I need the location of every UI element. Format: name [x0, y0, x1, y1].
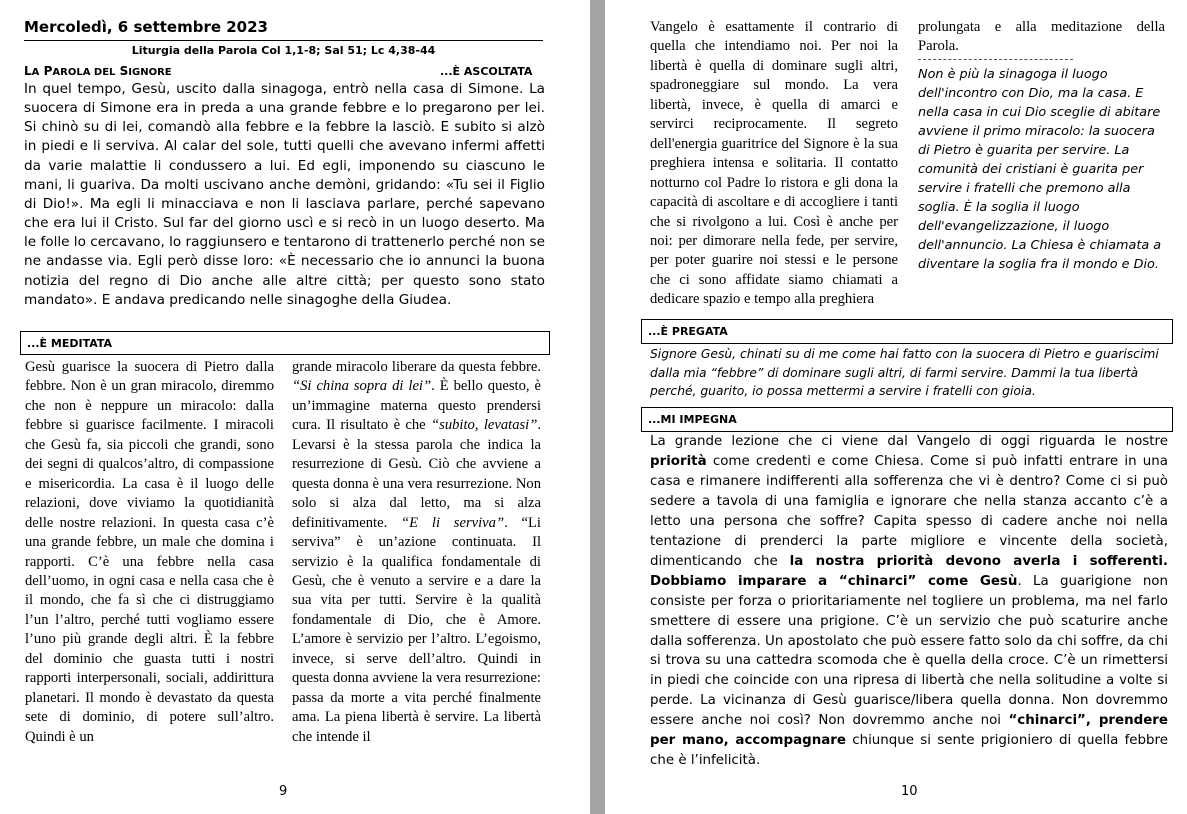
gospel-text: In quel tempo, Gesù, uscito dalla sinagoga, entrò nella casa di Simone. La suocera di Simone era in preda a una grande febbre e lo pregarono per lei. Si chinò su di lei, comandò alla febbre e la febbre la lasciò. E subito si alzò in piedi e li serviva. Al calar del sole, tutti quelli che avevano infermi affetti da varie malattie li condussero a lui. Ed egli, imponendo su ciascuno le mani, li guariva. Da molti uscivano anche demòni, gridando: «Tu sei il Figlio di Dio!». Ma egli li minacciava e non li lasciava parlare, perché sapevano che era lui il Cristo. Sul far del giorno uscì e si recò in un luogo deserto. Ma le folle lo cercavano, lo raggiunsero e tentarono di trattenerlo perché non se ne andasse via. Egli però disse loro: «È necessario che io annunci la buona notizia del regno di Dio anche alle altre città; per questo sono stato mandato». E andava predicando nelle sinagoghe della Giudea. — [24, 81, 545, 308]
reflection-note: Non è più la sinagoga il luogo dell'incontro con Dio, ma la casa. E nella casa in cui Dio sceglie di abitare avviene il primo miracolo: la suocera di Pietro è guarita per servire. La comunità dei cristiani è guarita per servire i fratelli che premono alla soglia. È la soglia il luogo dell'evangelizzazione, il luogo dell'annuncio. La Chiesa è chiamata a diventare la soglia fra il mondo e Dio. — [918, 67, 1162, 272]
quote: “subito, levatasi” — [431, 417, 538, 434]
commitment-text — [650, 432, 1168, 771]
meditation-column-2 — [292, 358, 541, 747]
emphasis: priorità — [650, 453, 707, 469]
meditation-column-1: Gesù guarisce la suocera di Pietro dalla febbre. Non è un gran miracolo, diremmo che non è neppure un miracolo: dalla febbre si guarisce facilmente. I miracoli che Gesù fa, sia piccoli che grandi, sono dei segni di qualcos’altro, di compassione e misericordia. La casa è il luogo delle relazioni, dove viviamo la quotidianità delle nostre relazioni. In questa casa c’è una grande febbre, un male che domina i rapporti. C’è una febbre nella casa dell’uomo, in ogni casa e nella casa che è il mondo, che fa sì che ci distruggiamo l’un l’altro, perché tutti vogliamo essere l’uno più grande degli altri. È la febbre del dominio che guasta tutti i nostri rapporti interpersonali, sociali, addirittura planetari. Il mondo è devastato da questa sete di dominio, di potere sull’altro. Quindi è un — [25, 359, 274, 745]
section-meditata-heading: ...È MEDITATA — [20, 331, 550, 355]
section-impegna-heading: ...MI IMPEGNA — [641, 407, 1173, 432]
section-parola-heading: LA PAROLA DEL SIGNORE — [24, 64, 172, 78]
page-left — [0, 0, 590, 814]
meditation-continued-column-2: prolungata e alla meditazione della Parola. — [918, 19, 1165, 55]
meditation-continued-column-1: Vangelo è esattamente il contrario di quella che intendiamo noi. Per noi la libertà è quella di dominare sugli altri, spadroneggiare sul mondo. La vera libertà, invece, è quella di amarci e servirci reciprocamente. Il segreto dell'energia guaritrice del Signore è la sua preghiera intensa e solitaria. Il contatto notturno col Padre lo ristora e gli dona la capacità di ascoltare e di accogliere i tanti che si rivolgono a lui. Così è anche per noi: per dimorare nella fede, per servire, per poter guarire noi stessi e le persone che ci sono affidate siamo chiamati a dedicare spazio e tempo alla preghiera — [650, 19, 898, 308]
page-number: 10 — [901, 784, 918, 799]
page-right — [605, 0, 1187, 814]
emphasis: la nostra priorità devono averla i sofferenti. Dobbiamo imparare a “chinarci” come Gesù — [650, 553, 1169, 589]
meditation-text: . È bello questo, è un’immagine materna questo prendersi cura. Il risultato è che — [292, 378, 541, 434]
meditation-text: grande miracolo liberare da questa febbre. — [292, 359, 541, 375]
section-ascoltata-heading: ...È ASCOLTATA — [440, 65, 533, 78]
meditation-text: . “Li serviva” è un’azione continuata. Il servizio è la qualifica fondamentale di Gesù, che è venuto a servire e a dare la sua vita per tutti. Servire è la qualità fondamentale di Dio, che è Amore. L’amore è servizio per l’altro. L’egoismo, invece, si serve dell’altro. Quindi in questa donna avviene la vera resurrezione: passa da morte a vita perché finalmente ama. La piena libertà è servire. La libertà che intende il — [292, 514, 541, 745]
page-gutter — [590, 0, 605, 814]
commitment-segment: chiunque si sente prigioniero di quella febbre che è l’infelicità. — [650, 733, 1168, 769]
emphasis: “chinarci”, prendere per mano, accompagnare — [650, 713, 1168, 749]
commitment-segment: . La guarigione non consiste per forza o prioritariamente nel togliere un problema, ma nel farlo smettere di essere una prigione. C’è un servizio che può scaturire anche dalla sofferenza. Un apostolato che può essere fatto solo da chi soffre, da chi si trova su una cattedra scomoda che è quella della croce. C’è un rimettersi in piedi che coincide con una ripresa di libertà che nella solitudine a volte si perde. La vicinanza di Gesù guarisce/libera quella donna. Non dovremmo essere anche noi così? Non dovremmo anche noi — [650, 573, 1168, 729]
commitment-segment: La grande lezione che ci viene dal Vangelo di oggi riguarda le nostre — [650, 434, 1168, 449]
prayer-text: Signore Gesù, chinati su di me come hai fatto con la suocera di Pietro e guariscimi dalla mia “febbre” di dominare sugli altri, di farmi servire. Dammi la tua libertà perché, guarito, io possa mettermi a servire i fratelli con gioia. — [650, 347, 1159, 399]
quote: “E li serviva” — [401, 514, 505, 531]
liturgy-reference: Liturgia della Parola Col 1,1-8; Sal 51; Lc 4,38-44 — [131, 44, 436, 57]
section-pregata-heading: ...È PREGATA — [641, 319, 1173, 344]
quote: “Si china sopra di lei” — [292, 378, 432, 395]
page-number: 9 — [279, 784, 288, 799]
commitment-segment: come credenti e come Chiesa. Come si può infatti entrare in una casa e rimanere indifferenti alla sofferenza che vi è dentro? Come ci si può sedere a tavola di una famiglia e ignorare che nella stanza accanto c’è a letto una persona che soffre? Capita spesso di cadere anche noi nella tentazione di prenderci la parte migliore e vincente della società, dimenticando che — [650, 453, 1168, 569]
separator-line — [918, 59, 1073, 60]
meditation-text: . Levarsi è la stessa parola che indica la resurrezione di Gesù. Ciò che avviene a questa donna è una vera resurrezione. Non solo si alza dal letto, ma si alza definitivamente. — [292, 417, 541, 531]
date-heading: Mercoledì, 6 settembre 2023 — [24, 18, 543, 41]
